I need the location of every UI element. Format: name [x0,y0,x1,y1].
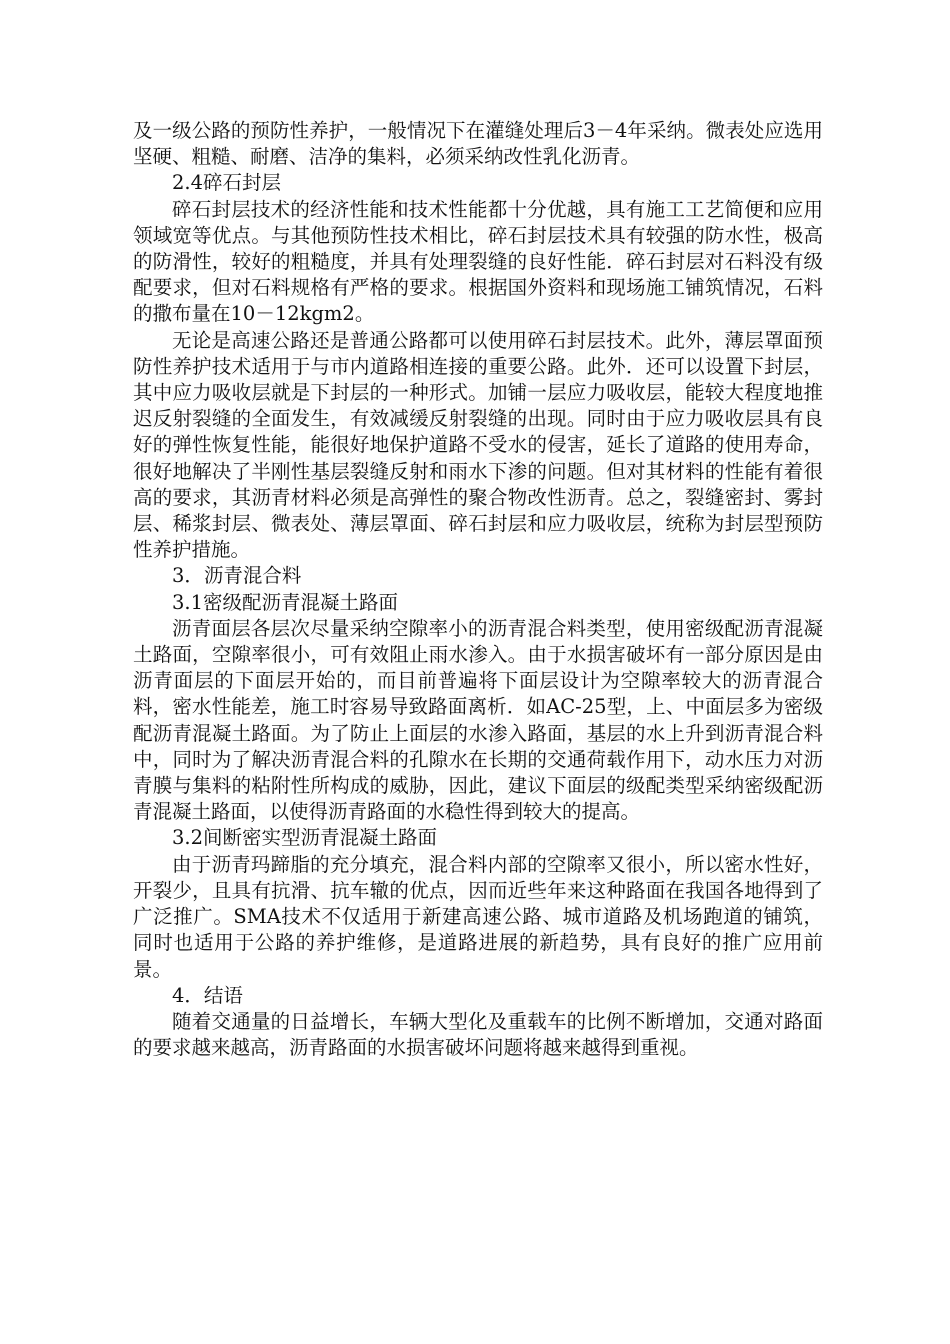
section-heading-2-4: 2.4碎石封层 [172,171,282,195]
section-heading-3: 3．沥青混合料 [172,564,302,588]
section-heading-3-2: 3.2间断密实型沥青混凝土路面 [172,826,438,850]
section-heading-3-1: 3.1密级配沥青混凝土路面 [172,590,399,614]
paragraph: 碎石封层技术的经济性能和技术性能都十分优越，具有施工工艺简便和应用领域宽等优点。与其他预防性技术相比，碎石封层技术具有较强的防水性，极高的防滑性，较好的粗糙度，并具有处理裂缝的良好性能．碎石封层对石料没有级配要求，但对石料规格有严格的要求。根据国外资料和现场施工铺筑情况，石料的撒布量在10－12kgm2。 [133,197,823,326]
paragraph: 随着交通量的日益增长，车辆大型化及重载车的比例不断增加，交通对路面的要求越来越高，沥青路面的水损害破坏问题将越来越得到重视。 [133,1009,823,1060]
document-body [133,118,823,1061]
paragraph: 无论是高速公路还是普通公路都可以使用碎石封层技术。此外，薄层罩面预防性养护技术适用于与市内道路相连接的重要公路。此外．还可以设置下封层，其中应力吸收层就是下封层的一种形式。加铺一层应力吸收层，能较大程度地推迟反射裂缝的全面发生，有效减缓反射裂缝的出现。同时由于应力吸收层具有良好的弹性恢复性能，能很好地保护道路不受水的侵害，延长了道路的使用寿命，很好地解决了半刚性基层裂缝反射和雨水下渗的问题。但对其材料的性能有着很高的要求，其沥青材料必须是高弹性的聚合物改性沥青。总之，裂缝密封、雾封层、稀浆封层、微表处、薄层罩面、碎石封层和应力吸收层，统称为封层型预防性养护措施。 [133,328,823,562]
paragraph-continuation: 及一级公路的预防性养护，一般情况下在灌缝处理后3－4年采纳。微表处应选用坚硬、粗糙、耐磨、洁净的集料，必须采纳改性乳化沥青。 [133,119,823,169]
section-heading-4: 4．结语 [172,983,243,1007]
paragraph: 沥青面层各层次尽量采纳空隙率小的沥青混合料类型，使用密级配沥青混凝土路面，空隙率很小，可有效阻止雨水渗入。由于水损害破坏有一部分原因是由沥青面层的下面层开始的，而目前普遍将下面层设计为空隙率较大的沥青混合料，密水性能差，施工时容易导致路面离析．如AC-25型，上、中面层多为密级配沥青混凝土路面。为了防止上面层的水渗入路面，基层的水上升到沥青混合料中，同时为了解决沥青混合料的孔隙水在长期的交通荷载作用下，动水压力对沥青膜与集料的粘附性所构成的威胁，因此，建议下面层的级配类型采纳密级配沥青混凝土路面，以使得沥青路面的水稳性得到较大的提高。 [133,616,823,824]
paragraph: 由于沥青玛蹄脂的充分填充，混合料内部的空隙率又很小，所以密水性好，开裂少，且具有抗滑、抗车辙的优点，因而近些年来这种路面在我国各地得到了广泛推广。SMA技术不仅适用于新建高速公路、城市道路及机场跑道的铺筑，同时也适用于公路的养护维修，是道路进展的新趋势，具有良好的推广应用前景。 [133,852,823,981]
